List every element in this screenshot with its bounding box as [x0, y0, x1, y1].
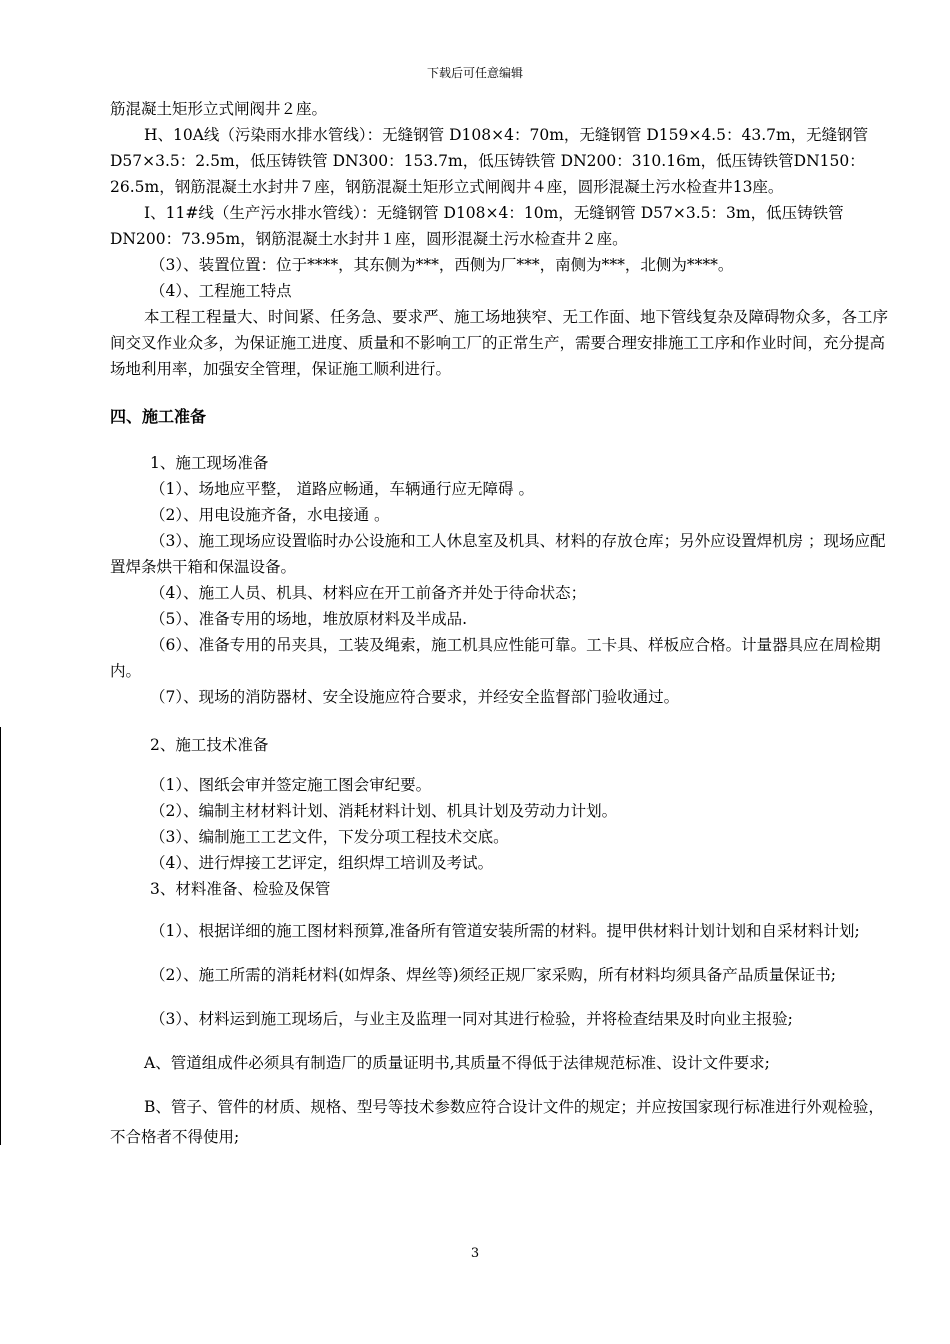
- list-item: （3）、材料运到施工现场后，与业主及监理一同对其进行检验，并将检查结果及时向业主报验;: [150, 1010, 793, 1028]
- list-item: （7）、现场的消防器材、安全设施应符合要求，并经安全监督部门验收通过。: [150, 688, 680, 706]
- paragraph: （3）、装置位置：位于****，其东侧为***，西侧为厂***，南侧为***，北侧为****。: [150, 256, 734, 274]
- paragraph: （4）、工程施工特点: [150, 282, 292, 300]
- list-item: B、管子、管件的材质、规格、型号等技术参数应符合设计文件的规定；并应按国家现行标准进行外观检验，不合格者不得使用;: [110, 1098, 884, 1146]
- subsection-title: 2、施工技术准备: [150, 736, 269, 754]
- list-item: （6）、准备专用的吊夹具，工装及绳索，施工机具应性能可靠。工卡具、样板应合格。计量器具应在周检期内。: [110, 636, 881, 680]
- list-item: （5）、准备专用的场地，堆放原材料及半成品.: [150, 610, 468, 628]
- list-item: （2）、用电设施齐备，水电接通 。: [150, 506, 390, 524]
- paragraph: H、10A线（污染雨水排水管线）：无缝钢管 D108×4：70m，无缝钢管 D159×4.5：43.7m，无缝钢管 D57×3.5：2.5m，低压铸铁管 DN300：153.7m，低压铸铁管 DN200：310.16m，低压铸铁管DN150：26.5m，钢筋混凝土水封井７座，钢筋混凝土矩形立式闸阀井４座，圆形混凝土污水检查井13座。: [110, 126, 869, 196]
- list-item: （3）、编制施工工艺文件，下发分项工程技术交底。: [150, 828, 509, 846]
- section-heading: 四、施工准备: [110, 407, 207, 426]
- subsection-title: 1、施工现场准备: [150, 454, 269, 472]
- list-item: （1）、场地应平整， 道路应畅通，车辆通行应无障碍 。: [150, 480, 534, 498]
- list-item: （1）、图纸会审并签定施工图会审纪要。: [150, 776, 432, 794]
- page-header: 下载后可任意编辑: [426, 66, 523, 80]
- subsection-title: 3、材料准备、检验及保管: [150, 880, 331, 898]
- list-item: （4）、施工人员、机具、材料应在开工前备齐并处于待命状态；: [150, 584, 587, 602]
- list-item: （2）、施工所需的消耗材料(如焊条、焊丝等)须经正规厂家采购，所有材料均须具备产品质量保证书;: [150, 966, 836, 984]
- page-number: 3: [470, 1246, 480, 1261]
- list-item: （2）、编制主材材料计划、消耗材料计划、机具计划及劳动力计划。: [150, 802, 618, 820]
- list-item: （4）、进行焊接工艺评定，组织焊工培训及考试。: [150, 854, 494, 872]
- list-item: （3）、施工现场应设置临时办公设施和工人休息室及机具、材料的存放仓库；另外应设置焊机房 ；现场应配置焊条烘干箱和保温设备。: [110, 532, 886, 576]
- margin-rule: [0, 727, 1, 1145]
- list-item: （1）、根据详细的施工图材料预算,准备所有管道安装所需的材料。提甲供材料计划计划和自采材料计划;: [150, 922, 860, 940]
- list-item: A、管道组成件必须具有制造厂的质量证明书,其质量不得低于法律规范标准、设计文件要求;: [144, 1054, 770, 1072]
- document-body: [110, 96, 890, 1152]
- paragraph: 筋混凝土矩形立式闸阀井２座。: [110, 100, 328, 118]
- paragraph: I、11#线（生产污水排水管线）：无缝钢管 D108×4：10m，无缝钢管 D57×3.5：3m，低压铸铁管 DN200：73.95m，钢筋混凝土水封井１座，圆形混凝土污水检查井２座。: [110, 204, 844, 248]
- paragraph: 本工程工程量大、时间紧、任务急、要求严、施工场地狭窄、无工作面、地下管线复杂及障碍物众多，各工序间交叉作业众多，为保证施工进度、质量和不影响工厂的正常生产，需要合理安排施工工序和作业时间，充分提高场地利用率，加强安全管理，保证施工顺利进行。: [110, 308, 889, 378]
